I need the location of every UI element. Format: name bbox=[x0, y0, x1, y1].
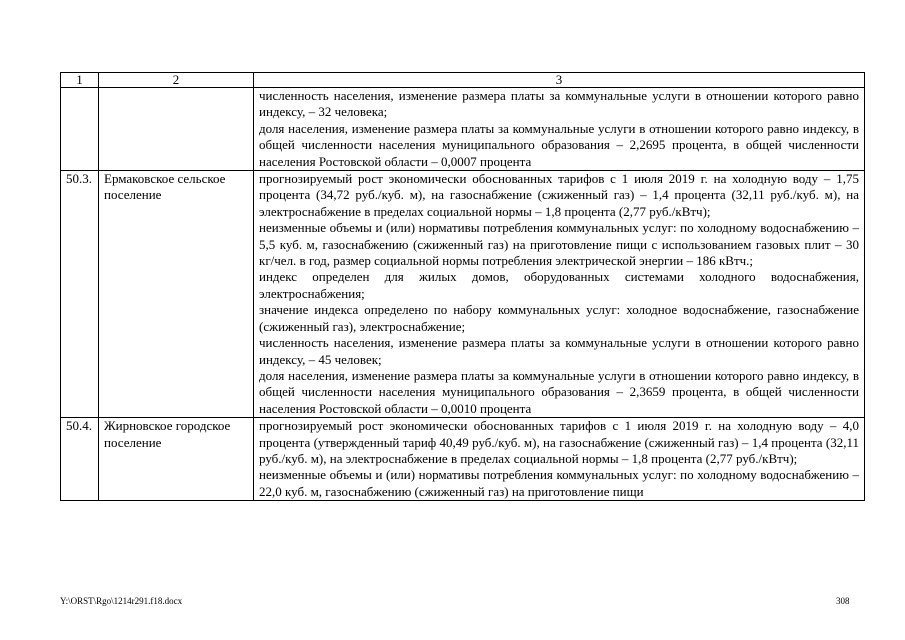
paragraph: численность населения, изменение размера платы за коммунальные услуги в отношении которого равно индексу, – 32 человека; bbox=[259, 88, 859, 120]
description-cell bbox=[254, 171, 865, 418]
footer-page-number: 308 bbox=[836, 596, 850, 606]
header-row bbox=[61, 73, 865, 88]
name-cell bbox=[99, 88, 254, 171]
paragraph: неизменные объемы и (или) нормативы потребления коммунальных услуг: по холодному водоснабжению – 5,5 куб. м, газоснабжению (сжиженный газ) на приготовление пищи с использованием газовых плит – 30 кг/чел. в год, размер социальной нормы потребления электрической энергии – 186 кВтч.; bbox=[259, 220, 859, 269]
footer-file-path: Y:\ORST\Rgo\1214r291.f18.docx bbox=[60, 596, 183, 606]
paragraph: прогнозируемый рост экономически обоснованных тарифов с 1 июля 2019 г. на холодную воду – 4,0 процента (утвержденный тариф 40,49 руб./куб. м), на газоснабжение (сжиженный газ) – 1,4 процента (32,11 руб./куб. м), на электроснабжение в пределах социальной нормы – 1,8 процента (2,77 руб./кВтч); bbox=[259, 418, 859, 466]
paragraph: численность населения, изменение размера платы за коммунальные услуги в отношении которого равно индексу, – 45 человек; bbox=[259, 335, 859, 367]
header-col-2: 2 bbox=[99, 73, 254, 88]
description-cell bbox=[254, 418, 865, 501]
table-row-50-3 bbox=[61, 171, 865, 418]
paragraph: доля населения, изменение размера платы за коммунальные услуги в отношении которого равно индексу, в общей численности населения муниципального образования – 2,2695 процента, в общей численности населения Ростовской области – 0,0007 процента bbox=[259, 120, 859, 169]
paragraph: доля населения, изменение размера платы за коммунальные услуги в отношении которого равно индексу, в общей численности населения муниципального образования – 2,3659 процента, в общей численности населения Ростовской области – 0,0010 процента bbox=[259, 367, 859, 416]
paragraph: индекс определен для жилых домов, оборудованных системами холодного водоснабжения, электроснабжения; bbox=[259, 269, 859, 301]
paragraph: неизменные объемы и (или) нормативы потребления коммунальных услуг: по холодному водоснабжению – 22,0 куб. м, газоснабжению (сжиженный газ) на приготовление пищи bbox=[259, 467, 859, 499]
header-col-1: 1 bbox=[61, 73, 99, 88]
tariff-table bbox=[60, 72, 865, 501]
num-cell bbox=[61, 88, 99, 171]
row-number: 50.3. bbox=[61, 171, 99, 418]
settlement-name: Ермаковское сельское поселение bbox=[99, 171, 254, 418]
description-cell bbox=[254, 88, 865, 171]
table-row-50-4 bbox=[61, 418, 865, 501]
settlement-name: Жирновское городское поселение bbox=[99, 418, 254, 501]
paragraph: прогнозируемый рост экономически обоснованных тарифов с 1 июля 2019 г. на холодную воду – 1,75 процента (34,72 руб./куб. м), на газоснабжение (сжиженный газ) – 1,4 процента (32,11 руб./куб. м), на электроснабжение в пределах социальной нормы – 1,8 процента (2,77 руб./кВтч); bbox=[259, 171, 859, 219]
table-row-continuation bbox=[61, 88, 865, 171]
row-number: 50.4. bbox=[61, 418, 99, 501]
header-col-3: 3 bbox=[254, 73, 865, 88]
paragraph: значение индекса определено по набору коммунальных услуг: холодное водоснабжение, газоснабжение (сжиженный газ), электроснабжение; bbox=[259, 302, 859, 334]
